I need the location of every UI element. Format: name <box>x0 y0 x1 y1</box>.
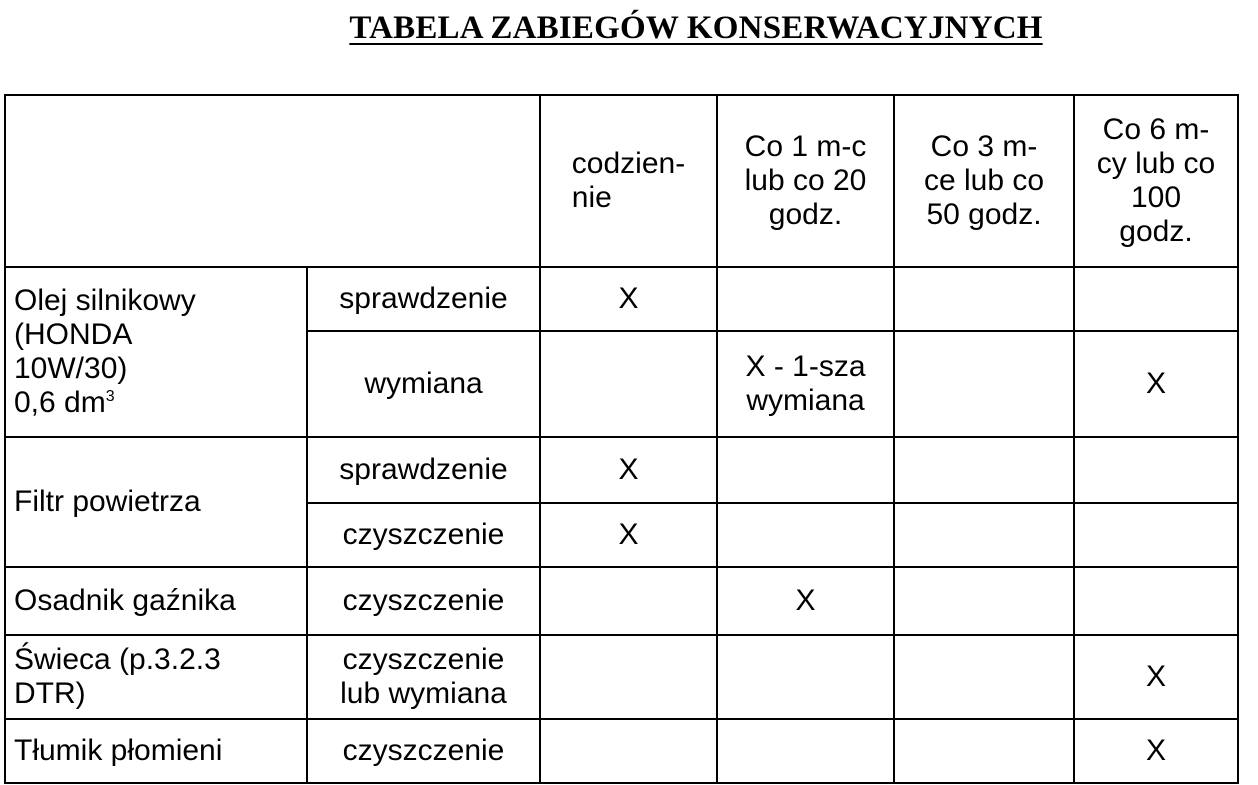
empty-cell <box>540 635 717 719</box>
empty-cell <box>1074 567 1238 635</box>
operation-spark-plug-line-1: czyszczenie <box>342 643 505 676</box>
table-row <box>5 437 1238 503</box>
empty-cell <box>894 503 1074 567</box>
mark-oil-replace-monthly-line-2: wymiana <box>746 384 865 417</box>
document-title: TABELA ZABIEGÓW KONSERWACYJNYCH <box>349 10 1043 46</box>
component-oil-line-3: 10W/30) <box>14 352 128 385</box>
empty-cell <box>1074 267 1238 331</box>
header-six-months-line-1: Co 6 m- <box>1102 113 1210 146</box>
operation-oil-replace: wymiana <box>307 331 540 437</box>
mark-oil-check-daily: X <box>540 267 717 331</box>
empty-cell <box>540 719 717 783</box>
mark-air-filter-clean-daily: X <box>540 503 717 567</box>
operation-spark-plug <box>307 635 540 719</box>
mark-oil-replace-monthly-line-1: X - 1-sza <box>745 350 866 383</box>
component-flame-arrester: Tłumik płomieni <box>5 719 307 783</box>
header-row <box>5 95 1238 267</box>
empty-cell <box>1074 503 1238 567</box>
table-row <box>5 719 1238 783</box>
header-three-months <box>894 95 1074 267</box>
component-oil-line-2: (HONDA <box>14 318 133 351</box>
empty-cell <box>540 567 717 635</box>
empty-cell <box>1074 437 1238 503</box>
header-six-months-line-3: 100 <box>1130 181 1182 214</box>
empty-cell <box>894 267 1074 331</box>
component-air-filter: Filtr powietrza <box>5 437 307 567</box>
empty-cell <box>717 267 894 331</box>
table-row <box>5 267 1238 331</box>
component-carb-sediment: Osadnik gaźnika <box>5 567 307 635</box>
empty-cell <box>540 331 717 437</box>
empty-cell <box>717 437 894 503</box>
operation-flame-arrester-clean: czyszczenie <box>307 719 540 783</box>
header-three-months-line-1: Co 3 m- <box>930 130 1038 163</box>
header-monthly-line-2: lub co 20 <box>744 164 867 197</box>
table-row <box>5 567 1238 635</box>
header-daily-line-1: codzien- <box>571 147 686 180</box>
header-empty-cell <box>5 95 540 267</box>
header-six-months-line-2: cy lub co <box>1096 147 1216 180</box>
empty-cell <box>894 437 1074 503</box>
header-three-months-line-2: ce lub co <box>923 164 1045 197</box>
operation-air-filter-check: sprawdzenie <box>307 437 540 503</box>
component-spark-plug <box>5 635 307 719</box>
mark-spark-plug-six-months: X <box>1074 635 1238 719</box>
mark-oil-replace-six-months: X <box>1074 331 1238 437</box>
header-monthly-line-3: godz. <box>768 198 843 231</box>
mark-air-filter-check-daily: X <box>540 437 717 503</box>
header-monthly-line-1: Co 1 m-c <box>744 130 867 163</box>
component-oil-superscript: 3 <box>105 388 115 405</box>
header-daily-line-2: nie <box>571 181 612 214</box>
component-spark-plug-line-2: DTR) <box>14 677 86 710</box>
table-row <box>5 635 1238 719</box>
header-six-months-line-4: godz. <box>1119 215 1193 248</box>
component-oil <box>5 267 307 437</box>
mark-carb-sediment-monthly: X <box>717 567 894 635</box>
header-daily <box>540 95 717 267</box>
operation-carb-sediment-clean: czyszczenie <box>307 567 540 635</box>
empty-cell <box>717 503 894 567</box>
empty-cell <box>894 635 1074 719</box>
operation-spark-plug-line-2: lub wymiana <box>340 677 507 710</box>
component-spark-plug-line-1: Świeca (p.3.2.3 <box>14 643 221 676</box>
mark-oil-replace-monthly <box>717 331 894 437</box>
empty-cell <box>894 567 1074 635</box>
component-oil-line-1: Olej silnikowy <box>14 284 196 317</box>
empty-cell <box>717 719 894 783</box>
empty-cell <box>894 331 1074 437</box>
operation-oil-check: sprawdzenie <box>307 267 540 331</box>
empty-cell <box>894 719 1074 783</box>
operation-air-filter-clean: czyszczenie <box>307 503 540 567</box>
mark-flame-arrester-six-months: X <box>1074 719 1238 783</box>
header-six-months <box>1074 95 1238 267</box>
header-three-months-line-3: 50 godz. <box>926 198 1042 231</box>
component-oil-line-4: 0,6 dm <box>14 386 106 419</box>
header-monthly <box>717 95 894 267</box>
maintenance-table <box>4 94 1239 784</box>
empty-cell <box>717 635 894 719</box>
